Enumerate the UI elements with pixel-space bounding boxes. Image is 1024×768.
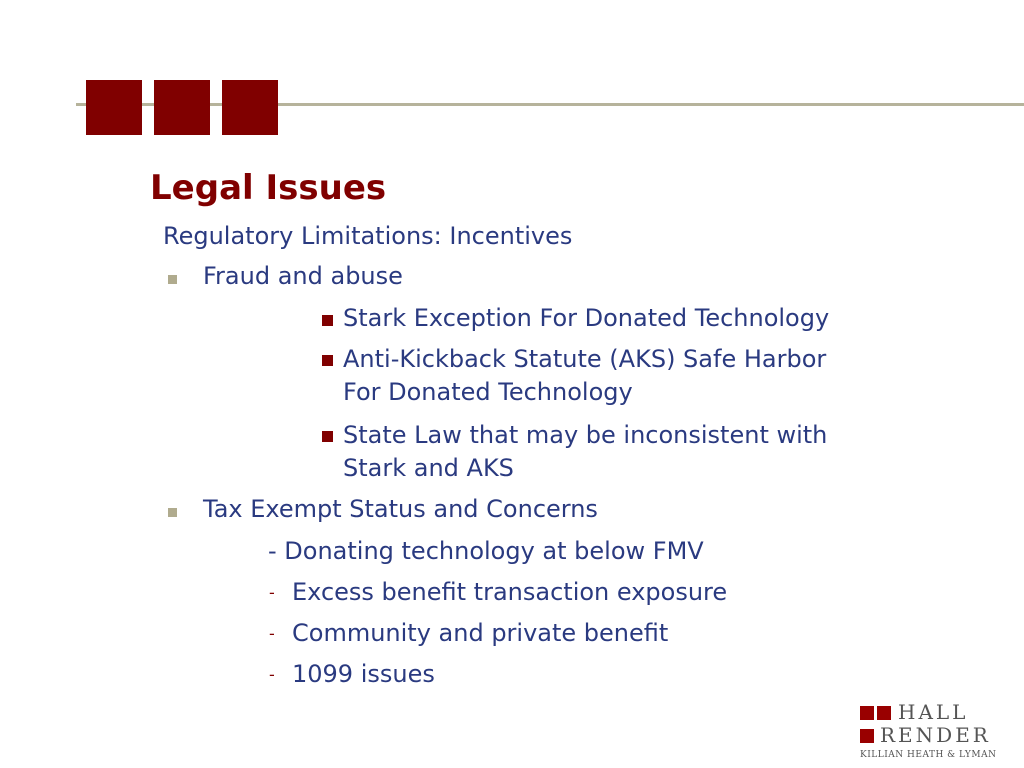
bullet-marker — [168, 508, 177, 517]
logo-word-render: RENDER — [880, 723, 991, 747]
dash-marker: - — [269, 583, 275, 602]
sub-bullet-state-law: State Law that may be inconsistent with — [343, 421, 828, 449]
bullet-tax-exempt: Tax Exempt Status and Concerns — [203, 495, 598, 523]
sub-bullet-marker — [322, 431, 333, 442]
sub-bullet-marker — [322, 355, 333, 366]
sub-bullet-stark: Stark Exception For Donated Technology — [343, 304, 830, 332]
logo-word-hall: HALL — [898, 700, 969, 724]
sub-item-excess-benefit: Excess benefit transaction exposure — [292, 578, 728, 606]
logo-square — [860, 706, 874, 720]
sub-bullet-marker — [322, 315, 333, 326]
bullet-marker — [168, 275, 177, 284]
slide-title: Legal Issues — [150, 168, 387, 208]
sub-bullet-aks: Anti-Kickback Statute (AKS) Safe Harbor — [343, 345, 827, 373]
sub-bullet-aks-cont: For Donated Technology — [343, 378, 633, 406]
bullet-fraud-abuse: Fraud and abuse — [203, 262, 403, 290]
dash-marker: - — [269, 665, 275, 684]
logo-square — [860, 729, 874, 743]
header-square-2 — [154, 80, 210, 135]
sub-item-community: Community and private benefit — [292, 619, 669, 647]
sub-item-1099: 1099 issues — [292, 660, 435, 688]
sub-bullet-state-law-cont: Stark and AKS — [343, 454, 514, 482]
header-square-1 — [86, 80, 142, 135]
sub-item-fmv: - Donating technology at below FMV — [268, 537, 704, 565]
company-logo — [860, 702, 1010, 764]
slide-subtitle: Regulatory Limitations: Incentives — [163, 222, 573, 250]
logo-square — [877, 706, 891, 720]
header-square-3 — [222, 80, 278, 135]
dash-marker: - — [269, 624, 275, 643]
header-rule — [76, 103, 1024, 106]
logo-subline: KILLIAN HEATH & LYMAN — [860, 750, 997, 760]
